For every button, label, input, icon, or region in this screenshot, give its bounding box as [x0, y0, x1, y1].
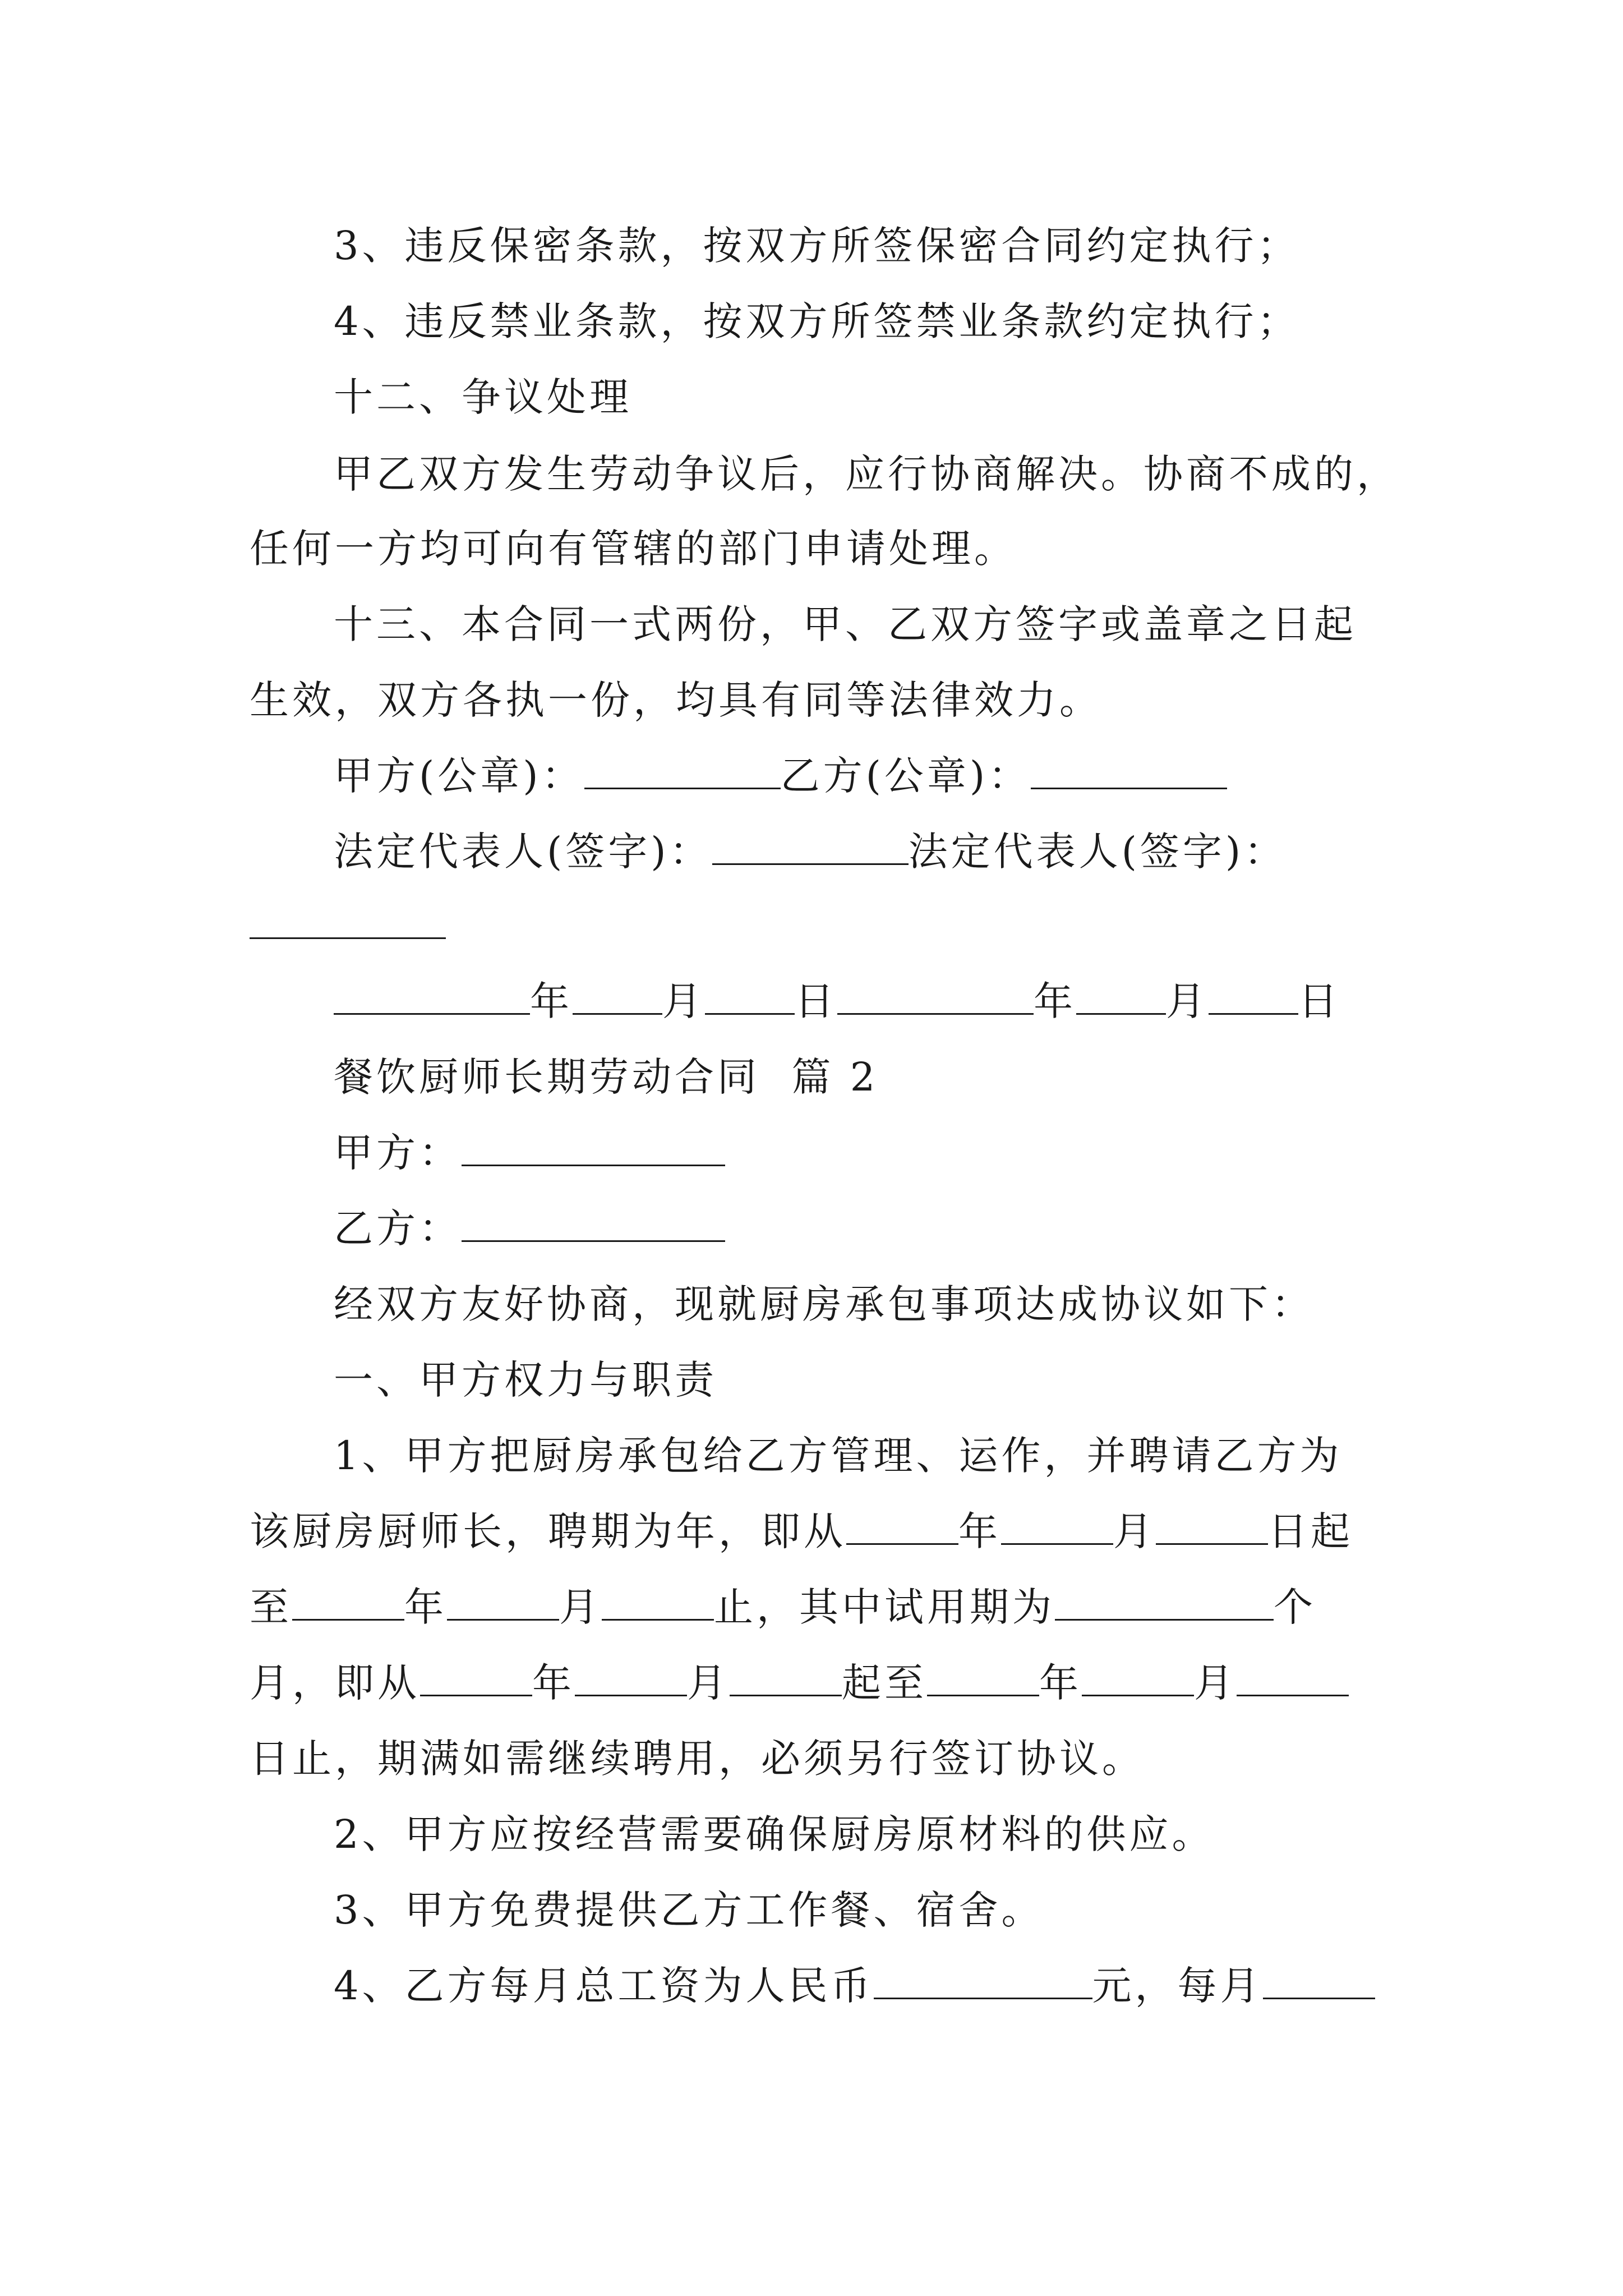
party-a-blank — [462, 1130, 725, 1166]
party-a-seal-label: 甲方(公章)： — [334, 753, 584, 799]
section-13-para-line-1: 十三、本合同一式两份，甲、乙双方签字或盖章之日起 — [334, 601, 1357, 647]
probation-end-day-blank — [1237, 1660, 1349, 1696]
start-year-label: 年 — [958, 1508, 1001, 1554]
party-a-rep-blank — [712, 829, 909, 865]
probation-end-month-blank — [1082, 1660, 1194, 1696]
clause-1-line-1: 1、甲方把厨房承包给乙方管理、运作，并聘请乙方为 — [334, 1433, 1343, 1479]
date-b-day-blank — [1209, 978, 1298, 1015]
probation-start-year-blank — [420, 1660, 532, 1696]
clause-1-text: 起至 — [842, 1660, 927, 1706]
clause-1-text: 个 — [1274, 1584, 1316, 1630]
start-month-label: 月 — [1113, 1508, 1156, 1554]
clause-4-salary — [334, 1958, 1382, 2014]
party-b-seal-blank — [1031, 753, 1227, 789]
clause-1-line-2 — [250, 1503, 1382, 1559]
clause-1-text: 起 — [1311, 1508, 1353, 1554]
section-12-para-line-2: 任何一方均可向有管辖的部门申请处理。 — [250, 526, 1017, 572]
signature-representative-line — [334, 823, 1382, 880]
date-b-month-label: 月 — [1166, 978, 1209, 1024]
probation-start-day-blank — [730, 1660, 842, 1696]
date-a-year-blank — [334, 978, 530, 1015]
date-a-month-blank — [573, 978, 662, 1015]
end-year-label: 年 — [404, 1584, 447, 1630]
clause-1-text: 止，其中试用期为 — [714, 1584, 1055, 1630]
section-12-title: 十二、争议处理 — [334, 374, 632, 420]
contract-2-title: 餐饮厨师长期劳动合同 篇 2 — [334, 1054, 879, 1100]
salary-amount-blank — [874, 1963, 1092, 1999]
probation-start-year-label: 年 — [532, 1660, 575, 1706]
date-b-year-blank — [837, 978, 1034, 1015]
probation-months-blank — [1055, 1584, 1274, 1621]
party-b-rep-label: 法定代表人(签字)： — [908, 829, 1287, 875]
clause-1-line-3 — [250, 1579, 1382, 1635]
date-a-day-label: 日 — [795, 978, 837, 1024]
party-a-line — [334, 1125, 1382, 1181]
party-b-blank — [462, 1205, 725, 1242]
clause-1-line-5: 日止，期满如需继续聘用，必须另行签订协议。 — [250, 1736, 1145, 1782]
clause-2: 2、甲方应按经营需要确保厨房原材料的供应。 — [334, 1811, 1215, 1857]
signature-date-line — [334, 973, 1382, 1029]
party-b-seal-label: 乙方(公章)： — [780, 753, 1031, 799]
clause-3-meals: 3、甲方免费提供乙方工作餐、宿舍。 — [334, 1887, 1044, 1933]
probation-start-month-blank — [575, 1660, 687, 1696]
end-year-blank — [292, 1584, 404, 1621]
party-b-rep-blank — [250, 903, 446, 939]
date-b-year-label: 年 — [1034, 978, 1076, 1024]
date-b-month-blank — [1076, 978, 1166, 1015]
party-b-rep-blank-line — [250, 898, 1382, 954]
date-a-month-label: 月 — [662, 978, 705, 1024]
clause-1-text: 该厨房厨师长，聘期为年，即从 — [250, 1508, 846, 1554]
end-month-label: 月 — [559, 1584, 602, 1630]
probation-start-month-label: 月 — [687, 1660, 730, 1706]
probation-end-month-label: 月 — [1194, 1660, 1237, 1706]
party-a-rep-label: 法定代表人(签字)： — [334, 829, 712, 875]
party-a-label: 甲方： — [334, 1130, 462, 1176]
clause-4: 4、违反禁业条款，按双方所签禁业条款约定执行； — [334, 298, 1300, 344]
section-13-para-line-2: 生效，双方各执一份，均具有同等法律效力。 — [250, 677, 1102, 723]
start-day-label: 日 — [1268, 1508, 1311, 1554]
party-b-label: 乙方： — [334, 1205, 462, 1251]
section-12-para-line-1: 甲乙双方发生劳动争议后，应行协商解决。协商不成的， — [334, 451, 1399, 497]
party-a-seal-blank — [584, 753, 781, 789]
clause-1-text: 至 — [250, 1584, 292, 1630]
party-b-line — [334, 1200, 1382, 1257]
start-day-blank — [1156, 1508, 1268, 1545]
salary-text: 元，每月 — [1092, 1963, 1263, 2009]
start-month-blank — [1001, 1508, 1113, 1545]
probation-end-year-label: 年 — [1039, 1660, 1082, 1706]
start-year-blank — [846, 1508, 958, 1545]
probation-end-year-blank — [927, 1660, 1039, 1696]
date-a-day-blank — [705, 978, 795, 1015]
monthly-blank — [1263, 1963, 1375, 1999]
date-a-year-label: 年 — [530, 978, 573, 1024]
date-b-day-label: 日 — [1298, 978, 1341, 1024]
end-month-blank — [447, 1584, 559, 1621]
clause-1-text: 月，即从 — [250, 1660, 420, 1706]
clause-3: 3、违反保密条款，按双方所签保密合同约定执行； — [334, 223, 1300, 269]
section-1-title: 一、甲方权力与职责 — [334, 1357, 717, 1403]
clause-1-line-4 — [250, 1655, 1382, 1711]
salary-text: 4、乙方每月总工资为人民币 — [334, 1963, 874, 2009]
signature-company-line — [334, 748, 1382, 804]
agreement-intro: 经双方友好协商，现就厨房承包事项达成协议如下： — [334, 1281, 1314, 1327]
end-day-blank — [602, 1584, 714, 1621]
